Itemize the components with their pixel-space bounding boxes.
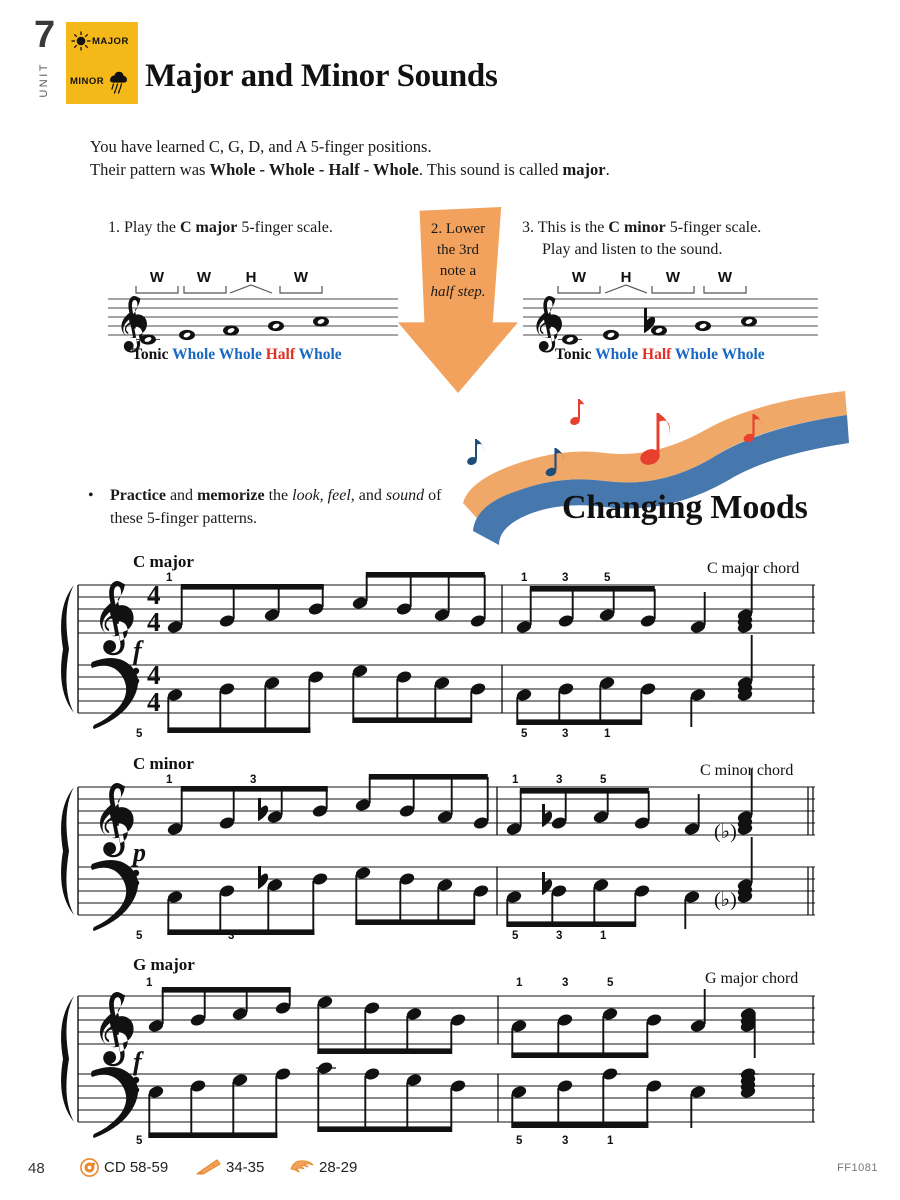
changing-moods-banner [455, 385, 855, 545]
fingering-bass-2c: 1 [600, 930, 607, 942]
step-1-key: C major [180, 219, 238, 236]
eighth-note-red-1 [569, 399, 585, 426]
step-2-text [398, 219, 518, 303]
page-number: 48 [28, 1160, 45, 1177]
dynamic-piano: p [133, 838, 146, 867]
footer-pencil-label: 34-35 [226, 1158, 265, 1176]
bass-chord-c-minor [736, 837, 753, 904]
bullet-dot-icon: • [88, 487, 94, 504]
intro-line-1: You have learned C, G, D, and A 5-finger positions. [90, 137, 432, 156]
note-e-flat-bass [258, 866, 284, 935]
practice-bullet [88, 484, 448, 530]
badge-minor-row [70, 66, 132, 96]
svg-text:H: H [620, 269, 632, 286]
fingering-treble-2c: 5 [600, 774, 607, 786]
step-2-line-3: note a [439, 263, 477, 279]
label-whole-2: Whole [218, 346, 262, 363]
footer-hand-label: 28-29 [319, 1158, 358, 1176]
fingering-bass-2c: 1 [607, 1135, 614, 1147]
major-scale-notes [136, 316, 329, 344]
badge-minor-label: MINOR [70, 75, 105, 87]
note-d [603, 330, 619, 340]
bass-notes-m2 [510, 1067, 706, 1128]
badge-major-label: MAJOR [92, 35, 129, 47]
time-signature-treble [147, 580, 161, 637]
rain-cloud-icon [104, 66, 132, 96]
footer-cd-label: CD 58-59 [104, 1159, 169, 1176]
bass-clef-icon [91, 1067, 139, 1138]
badge-major-row [70, 30, 129, 52]
fingering-bass-2b: 3 [556, 930, 563, 942]
bass-clef-icon [91, 860, 139, 931]
bass-notes-m1 [166, 866, 328, 935]
fingering-treble-1: 1 [166, 774, 173, 786]
pencil-icon [195, 1158, 221, 1176]
step-3-key: C minor [608, 219, 666, 236]
unit-block [32, 14, 142, 108]
label-tonic: Tonic [132, 346, 169, 363]
eighth-note-blue-1 [466, 439, 483, 466]
flat-accidental-icon [258, 798, 268, 821]
note-g [313, 316, 329, 326]
treble-notes-m2 [505, 788, 700, 836]
note-e-flat [644, 308, 667, 336]
time-signature-bass [147, 660, 161, 717]
cd-icon [80, 1158, 99, 1177]
step-3-number: 3. [522, 219, 534, 236]
label-half: Half [642, 346, 672, 363]
fingering-bass-2b: 3 [562, 728, 569, 740]
chord-label-c-major: C major chord [707, 560, 800, 577]
treble-notes-m1 [147, 987, 291, 1033]
note-g [741, 316, 757, 326]
label-whole-3: Whole [721, 346, 765, 363]
bullet-h: of these 5-finger patterns. [110, 487, 442, 527]
svg-text:W: W [571, 269, 587, 286]
label-whole-1: Whole [595, 346, 639, 363]
note-d [179, 330, 195, 340]
fingering-treble-2a: 1 [512, 774, 519, 786]
treble-clef-icon [100, 992, 134, 1066]
step-1-text [108, 217, 408, 239]
step-markers-minor [572, 269, 733, 286]
system-label-c-major: C major [133, 552, 194, 571]
bass-chord-g-major [739, 1067, 759, 1100]
unit-number: 7 [34, 14, 56, 56]
step-2-line-2: the 3rd [436, 242, 480, 258]
note-e-flat-treble [258, 789, 284, 824]
step-1-number: 1. [108, 219, 120, 236]
brace-icon [61, 585, 74, 713]
step-1-c: 5-finger scale. [237, 219, 333, 236]
fingering-bass-2a: 5 [516, 1135, 523, 1147]
fingering-treble-2a: 1 [521, 572, 528, 584]
intro-l2-a: Their pattern was [90, 160, 210, 179]
bass-notes-m1b [351, 664, 486, 723]
footer-item-cd [80, 1158, 168, 1177]
fingering-treble-2c: 5 [607, 977, 614, 989]
fingering-bass-2a: 5 [521, 728, 528, 740]
chord-label-c-minor: C minor chord [700, 762, 794, 779]
fingering-bass-2a: 5 [512, 930, 519, 942]
fingering-treble-2b: 3 [556, 774, 563, 786]
note-f [268, 321, 284, 331]
system-g-major [0, 955, 900, 1150]
step-2-line-4: half step. [430, 284, 486, 300]
fingering-treble-2b: 3 [562, 977, 569, 989]
system-label-g-major: G major [133, 955, 195, 974]
intro-line-2 [90, 158, 730, 181]
fingering-bass-1: 5 [136, 930, 143, 942]
footer-item-hand [290, 1158, 357, 1176]
treble-clef-icon [536, 296, 562, 352]
intro-l2-major: major [562, 160, 606, 179]
page-title: Major and Minor Sounds [145, 58, 498, 94]
treble-clef-icon [100, 783, 134, 857]
bullet-text [88, 484, 448, 530]
bass-notes-m1b [354, 866, 489, 925]
unit-badge [66, 22, 138, 104]
dynamic-forte: f [133, 636, 142, 665]
svg-text:4: 4 [147, 660, 161, 690]
flat-accidental-icon [258, 866, 268, 889]
bass-chord-c-major [736, 635, 753, 702]
c-major-interval-labels [132, 346, 412, 364]
system-c-major [0, 552, 900, 747]
dynamic-forte: f [133, 1047, 142, 1076]
c-minor-staff-svg [523, 268, 823, 348]
bass-notes-m1b [316, 1061, 467, 1132]
footer-item-pencil [195, 1158, 264, 1176]
step-3-text [522, 217, 852, 261]
svg-text:4: 4 [147, 687, 161, 717]
step-3-d: Play and listen to the sound. [542, 241, 723, 258]
fingering-treble-2a: 1 [516, 977, 523, 989]
brace-icon [61, 996, 74, 1122]
fingering-treble-2b: 3 [562, 572, 569, 584]
bullet-memorize: memorize [197, 487, 265, 504]
label-whole-3: Whole [298, 346, 342, 363]
bullet-practice: Practice [110, 487, 166, 504]
c-major-scale-staff [108, 268, 408, 363]
intro-l2-e: . [605, 160, 610, 179]
system-c-minor [0, 754, 900, 949]
step-3-a: This is the [537, 219, 609, 236]
brace-icon [61, 787, 74, 915]
fingering-treble-1b: 3 [250, 774, 257, 786]
step-3-c: 5-finger scale. [665, 219, 762, 236]
note-c-tonic [558, 334, 582, 344]
fingering-bass-1: 5 [136, 728, 143, 740]
fingering-treble-1: 1 [166, 572, 173, 584]
c-minor-scale-staff [523, 268, 823, 363]
svg-text:W: W [293, 269, 309, 286]
bullet-sound: sound [385, 487, 425, 504]
treble-notes-m1b [354, 774, 489, 830]
treble-notes-m1b [351, 572, 486, 628]
fingering-bass-2c: 1 [604, 728, 611, 740]
svg-text:H: H [245, 269, 257, 286]
treble-notes-m1b [316, 995, 466, 1054]
note-e [223, 325, 239, 335]
footer-product-code: FF1081 [837, 1162, 878, 1174]
treble-clef-icon [100, 581, 134, 655]
step-markers-major [150, 269, 309, 286]
chord-accidental-bass: (♭) [714, 889, 737, 911]
bullet-look-feel: look, feel, [292, 487, 355, 504]
treble-notes-m2 [510, 989, 706, 1058]
svg-text:W: W [665, 269, 681, 286]
c-major-staff-svg [108, 268, 408, 348]
hand-icon [290, 1158, 314, 1176]
fingering-bass-1b: 3 [228, 930, 235, 942]
fingering-bass-2b: 3 [562, 1135, 569, 1147]
system-label-c-minor: C minor [133, 754, 194, 773]
c-minor-interval-labels [555, 346, 835, 364]
svg-text:W: W [196, 269, 212, 286]
fingering-bass-1: 5 [136, 1135, 143, 1147]
intro-l2-pattern: Whole - Whole - Half - Whole [209, 160, 419, 179]
fingering-treble-2c: 5 [604, 572, 611, 584]
banner-title: Changing Moods [562, 489, 808, 526]
intro-paragraph [90, 135, 730, 181]
label-whole-1: Whole [172, 346, 216, 363]
fingering-treble-1: 1 [146, 977, 153, 989]
svg-text:4: 4 [147, 580, 161, 610]
bullet-d: the [264, 487, 293, 504]
step-2-arrow-callout [398, 207, 518, 393]
step-2-line-1: 2. Lower [430, 221, 486, 237]
page-footer [0, 1152, 900, 1192]
chord-accidental-treble: (♭) [714, 821, 737, 843]
note-f [695, 321, 711, 331]
bullet-b: and [165, 487, 198, 504]
unit-word-label: UNIT [38, 62, 50, 98]
note-e-flat-bass-2 [542, 872, 568, 927]
label-tonic: Tonic [555, 346, 592, 363]
label-whole-2: Whole [674, 346, 718, 363]
intro-l2-c: . This sound is called [418, 160, 563, 179]
svg-text:4: 4 [147, 607, 161, 637]
bass-notes-m1 [147, 1067, 291, 1138]
bass-clef-icon [91, 658, 139, 729]
treble-notes-m2 [515, 586, 706, 634]
chord-label-g-major: G major chord [705, 970, 799, 987]
svg-text:W: W [149, 269, 165, 286]
svg-text:W: W [717, 269, 733, 286]
treble-clef-icon [121, 296, 147, 352]
bullet-f: and [358, 487, 386, 504]
sun-icon [70, 30, 92, 52]
bass-notes-m2 [505, 872, 700, 929]
label-half: Half [265, 346, 295, 363]
step-1-a: Play the [124, 219, 180, 236]
